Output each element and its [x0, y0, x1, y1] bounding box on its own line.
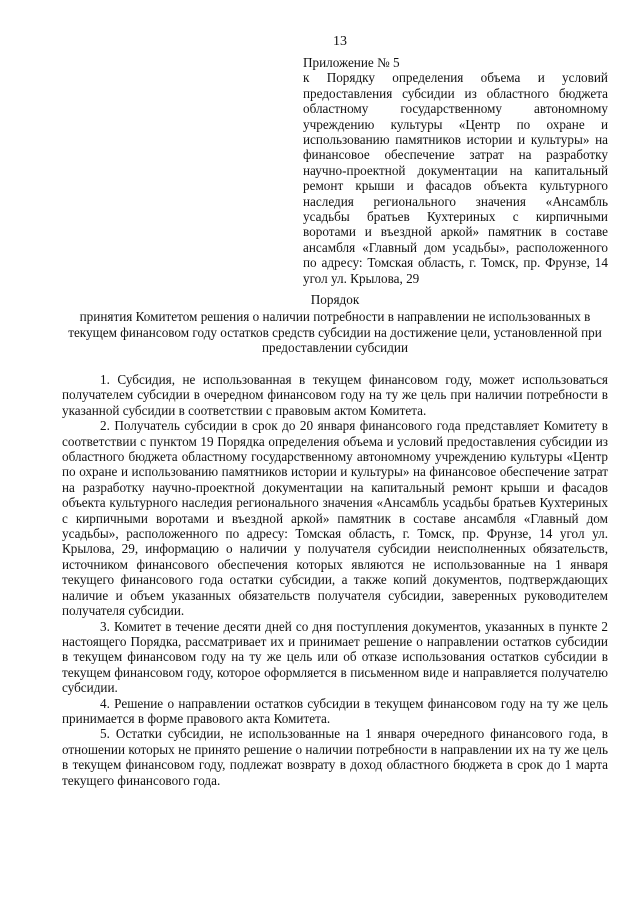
annex-text: к Порядку определения объема и условий предоставления субсидии из областного бюджета областному государственному автономному учреждению культуры «Центр по охране и использованию памятников истории и культуры» на финансовое обеспечение затрат на разработку научно-проектной документации на капитальный ремонт крыши и фасадов объекта культурного наследия регионального значения «Ансамбль усадьбы братьев Кухтериных с кирпичными воротами и въездной аркой» памятник в составе ансамбля «Главный дом усадьбы», расположенного по адресу: Томская область, г. Томск, пр. Фрунзе, 14 угол ул. Крылова, 29: [303, 70, 608, 286]
annex-block: [303, 55, 608, 286]
page-number: 13: [333, 34, 347, 49]
paragraph-2: 2. Получатель субсидии в срок до 20 января финансового года представляет Комитету в соответствии с пунктом 19 Порядка определения объема и условий предоставления субсидии из областного бюджета областному государственному автономному учреждению культуры «Центр по охране и использованию памятников истории и культуры» на финансовое обеспечение затрат на разработку научно-проектной документации на капитальный ремонт крыши и фасадов объекта культурного наследия регионального значения «Ансамбль усадьбы братьев Кухтериных с кирпичными воротами и въездной аркой» памятник в составе ансамбля «Главный дом усадьбы», расположенного по адресу: Томская область, г. Томск, пр. Фрунзе, 14 угол ул. Крылова, 29, информацию о наличии у получателя субсидии неисполненных обязательств, источником финансового обеспечения которых являются не использованные на 1 января текущего финансового года остатки субсидии, а также копий документов, подтверждающих наличие и объем указанных обязательств получателя субсидии, заверенных руководителем получателя субсидии.: [62, 418, 608, 619]
paragraph-4: 4. Решение о направлении остатков субсидии в текущем финансовом году на ту же цель принимается в форме правового акта Комитета.: [62, 695, 608, 726]
paragraph-5: 5. Остатки субсидии, не использованные на 1 января очередного финансового года, в отношении которых не принято решение о наличии потребности в направлении их на ту же цель в текущем финансовом году, подлежат возврату в доход областного бюджета в срок до 1 марта текущего финансового года.: [62, 726, 608, 788]
body-text: [62, 372, 608, 788]
order-heading: [62, 292, 608, 356]
paragraph-3: 3. Комитет в течение десяти дней со дня поступления документов, указанных в пункте 2 настоящего Порядка, рассматривает их и принимает решение о направлении остатков субсидии в текущем финансовом году на ту же цель или об отказе использования остатков субсидии в текущем финансовом году, которое оформляется в письменном виде и направляется получателю субсидии.: [62, 618, 608, 696]
paragraph-1: 1. Субсидия, не использованная в текущем финансовом году, может использоваться получателем субсидии в очередном финансовом году на ту же цель при наличии потребности в указанной субсидии в соответствии с правовым актом Комитета.: [62, 372, 608, 418]
order-title: Порядок: [310, 292, 360, 307]
order-subtitle: принятия Комитетом решения о наличии потребности в направлении не использованных в текущем финансовом году остатков средств субсидии на достижение цели, установленной при предоставлении субсидии: [68, 309, 602, 356]
annex-title: Приложение № 5: [303, 55, 400, 70]
